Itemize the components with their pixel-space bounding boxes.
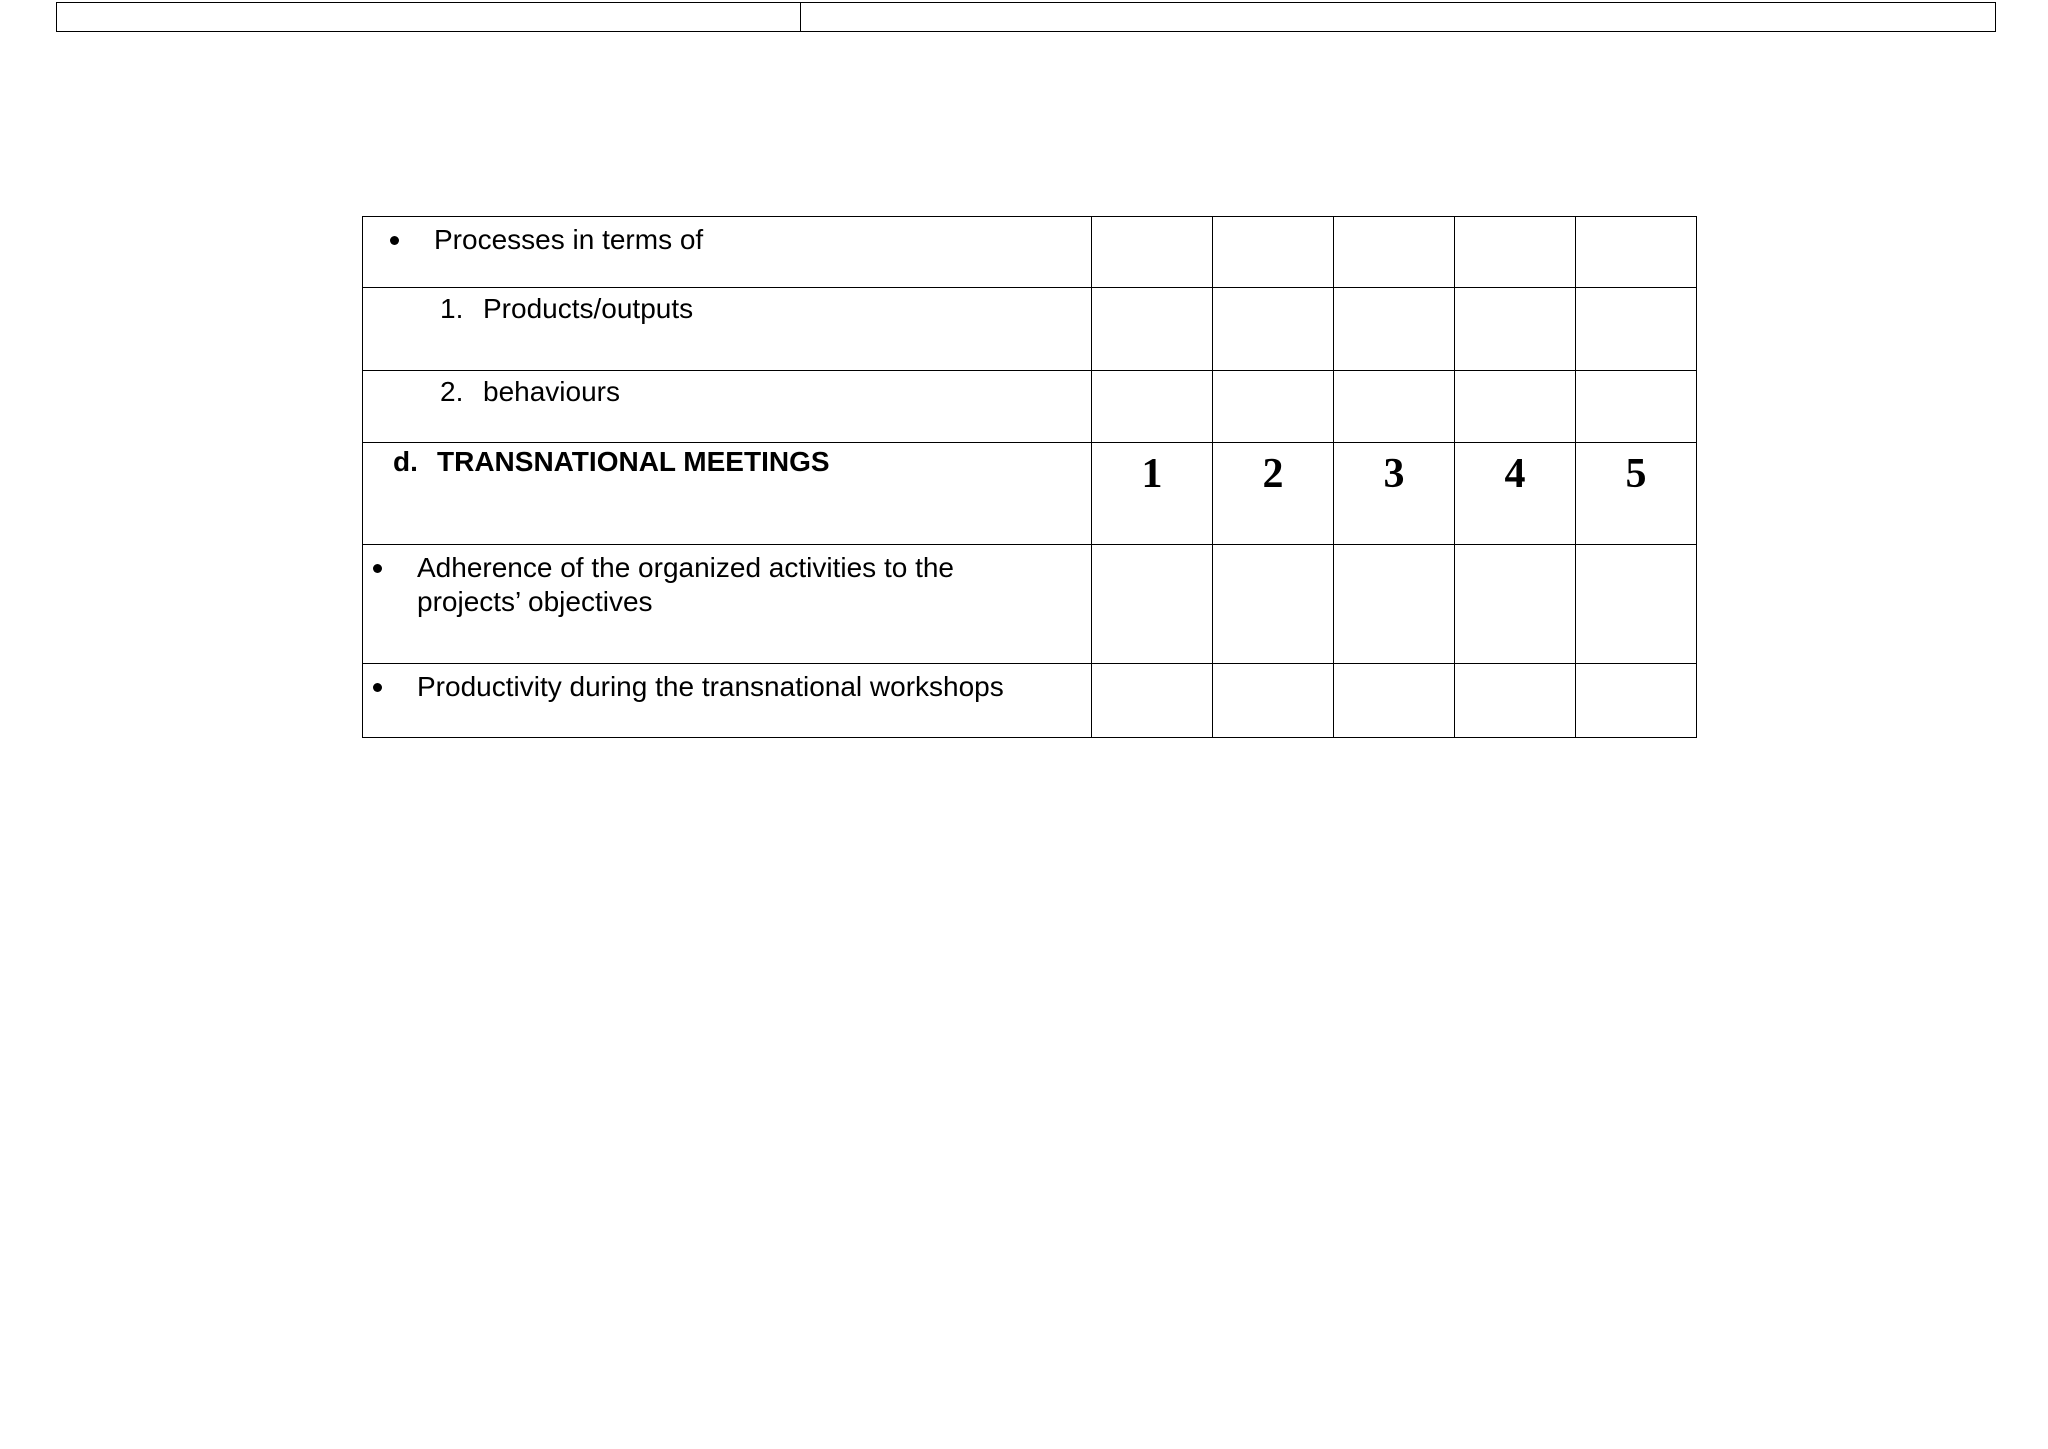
score-cell[interactable]	[1213, 371, 1334, 443]
criterion-label: Adherence of the organized activities to the projects’ objectives	[417, 552, 955, 617]
score-cell[interactable]	[1334, 217, 1455, 288]
score-cell[interactable]	[1455, 371, 1576, 443]
bullet-icon	[373, 564, 382, 573]
previous-table-cell-left	[57, 3, 801, 31]
score-header-2: 2	[1213, 443, 1334, 545]
score-cell[interactable]	[1455, 545, 1576, 664]
section-heading-row	[363, 443, 1697, 545]
score-header-1: 1	[1092, 443, 1213, 545]
previous-table-cell-right	[801, 3, 1995, 31]
criterion-label: Products/outputs	[483, 293, 694, 324]
evaluation-table	[362, 216, 1697, 738]
criterion-cell	[363, 217, 1092, 288]
criterion-cell	[363, 664, 1092, 738]
bullet-icon	[373, 683, 382, 692]
list-number: 2.	[440, 376, 464, 407]
score-header-5: 5	[1576, 443, 1697, 545]
criterion-label: behaviours	[483, 376, 620, 407]
score-cell[interactable]	[1455, 664, 1576, 738]
criterion-cell	[363, 371, 1092, 443]
table-row-adherence	[363, 545, 1697, 664]
table-row-processes	[363, 217, 1697, 288]
score-cell[interactable]	[1092, 288, 1213, 371]
score-cell[interactable]	[1213, 664, 1334, 738]
criterion-label: Processes in terms of	[434, 224, 704, 255]
score-cell[interactable]	[1576, 288, 1697, 371]
criterion-cell	[363, 288, 1092, 371]
score-cell[interactable]	[1334, 664, 1455, 738]
section-letter: d.	[393, 446, 418, 477]
list-number: 1.	[440, 293, 464, 324]
score-cell[interactable]	[1213, 545, 1334, 664]
criterion-label: Productivity during the transnational workshops	[417, 671, 1004, 702]
score-cell[interactable]	[1576, 217, 1697, 288]
score-cell[interactable]	[1455, 217, 1576, 288]
score-cell[interactable]	[1576, 664, 1697, 738]
score-header-3: 3	[1334, 443, 1455, 545]
score-cell[interactable]	[1092, 371, 1213, 443]
score-cell[interactable]	[1092, 545, 1213, 664]
score-cell[interactable]	[1334, 545, 1455, 664]
score-cell[interactable]	[1334, 288, 1455, 371]
section-title: TRANSNATIONAL MEETINGS	[437, 446, 830, 477]
score-cell[interactable]	[1213, 288, 1334, 371]
bullet-icon	[390, 236, 399, 245]
table-row-behaviours	[363, 371, 1697, 443]
score-cell[interactable]	[1213, 217, 1334, 288]
score-cell[interactable]	[1455, 288, 1576, 371]
score-header-4: 4	[1455, 443, 1576, 545]
table-row-productivity	[363, 664, 1697, 738]
score-cell[interactable]	[1576, 371, 1697, 443]
section-heading-cell	[363, 443, 1092, 545]
score-cell[interactable]	[1092, 664, 1213, 738]
previous-table-row	[56, 2, 1996, 32]
criterion-cell	[363, 545, 1092, 664]
score-cell[interactable]	[1092, 217, 1213, 288]
table-row-products-outputs	[363, 288, 1697, 371]
score-cell[interactable]	[1334, 371, 1455, 443]
score-cell[interactable]	[1576, 545, 1697, 664]
